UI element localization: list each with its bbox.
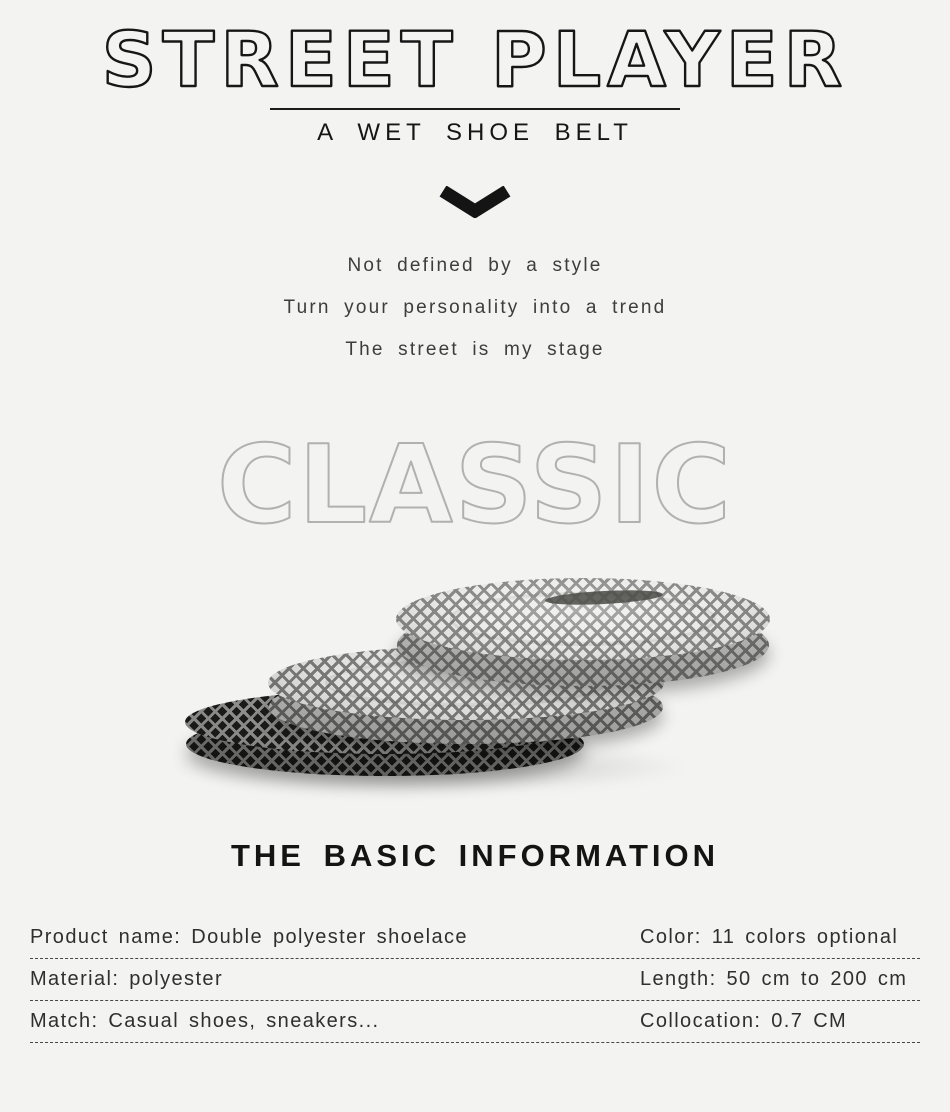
product-photo — [0, 555, 950, 855]
chevron-down-icon — [439, 186, 511, 218]
table-row — [30, 1001, 920, 1043]
spec-length: Length: 50 cm to 200 cm — [640, 968, 908, 990]
spec-collocation: Collocation: 0.7 CM — [640, 1010, 848, 1032]
title-divider — [270, 108, 680, 110]
intro-line-1: Not defined by a style — [347, 255, 603, 276]
classic-watermark-graphic — [0, 426, 950, 540]
page-title-graphic — [0, 16, 950, 108]
spec-color: Color: 11 colors optional — [640, 926, 899, 948]
table-row — [30, 917, 920, 959]
intro-line-3: The street is my stage — [345, 339, 605, 360]
page-title: STREET PLAYER — [101, 16, 849, 104]
page-subtitle: A WET SHOE BELT — [317, 119, 633, 146]
section-heading-basic-information: THE BASIC INFORMATION — [230, 838, 720, 873]
classic-watermark: CLASSIC — [217, 426, 733, 540]
spec-product-name: Product name: Double polyester shoelace — [30, 926, 468, 948]
intro-line-2: Turn your personality into a trend — [283, 297, 667, 318]
spec-match: Match: Casual shoes, sneakers... — [30, 1010, 380, 1032]
coil-top-face — [396, 578, 770, 660]
spec-table — [30, 917, 920, 1043]
spec-material: Material: polyester — [30, 968, 223, 990]
table-row — [30, 959, 920, 1001]
